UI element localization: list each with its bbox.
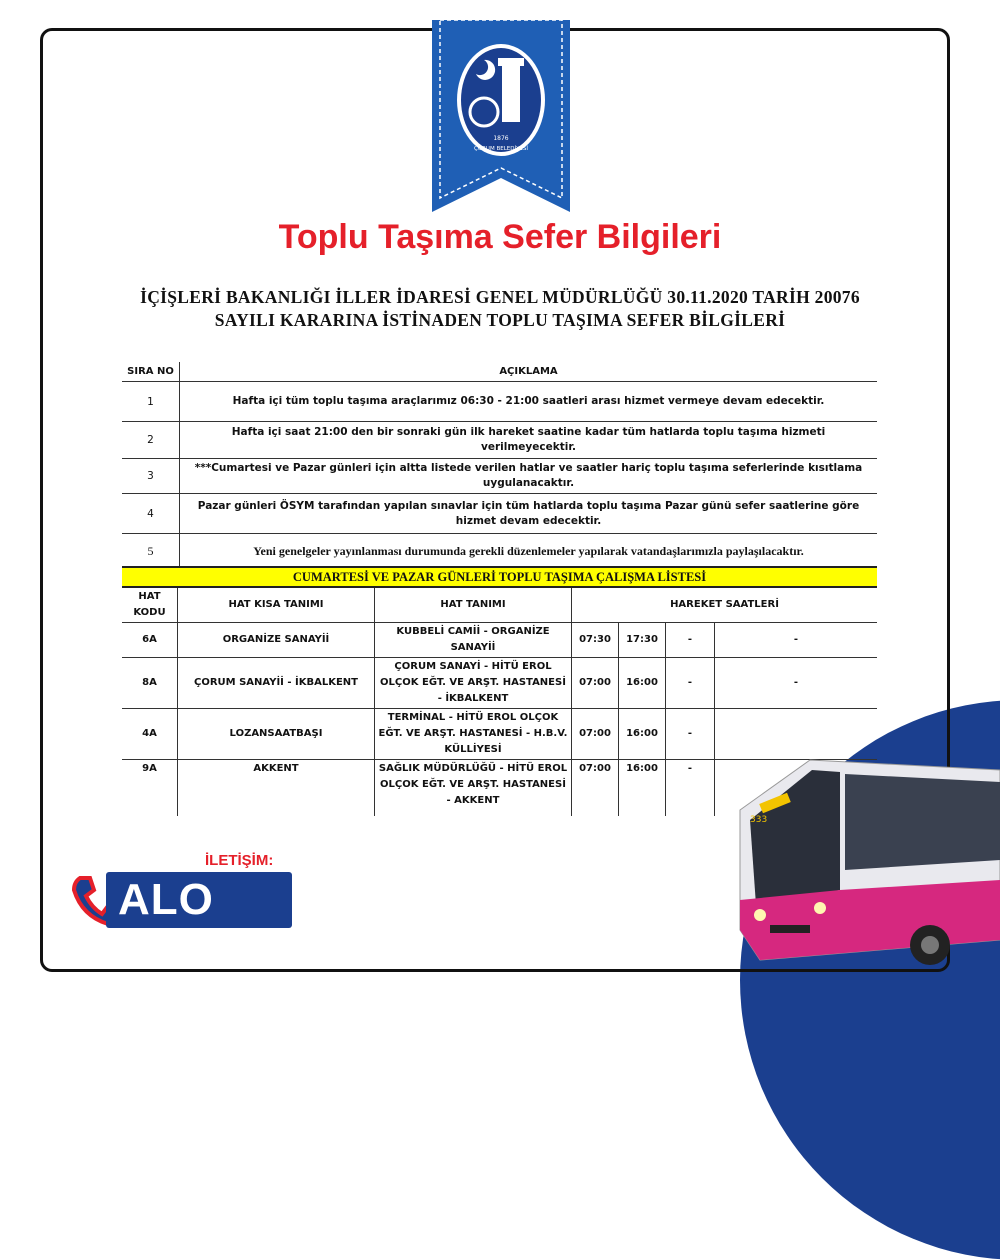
header-hat-kisa-tanimi: HAT KISA TANIMI bbox=[178, 588, 375, 623]
header-aciklama: AÇIKLAMA bbox=[180, 362, 878, 382]
route-code: 8A bbox=[122, 658, 178, 709]
header-hat-tanimi: HAT TANIMI bbox=[375, 588, 572, 623]
decree-subtitle: İÇİŞLERİ BAKANLIĞI İLLER İDARESİ GENEL MÜDÜRLÜĞÜ 30.11.2020 TARİH 20076 SAYILI KARARINA İSTİNADEN TOPLU TAŞIMA SEFER BİLGİLERİ bbox=[140, 287, 860, 330]
alo-153-hotline bbox=[66, 872, 292, 972]
route-short-name: ÇORUM SANAYİİ - İKBALKENT bbox=[178, 658, 375, 709]
route-row bbox=[122, 658, 877, 709]
weekend-list-title: CUMARTESİ VE PAZAR GÜNLERİ TOPLU TAŞIMA ÇALIŞMA LİSTESİ bbox=[122, 566, 877, 588]
routes-header bbox=[122, 588, 877, 623]
header-hareket-saatleri: HAREKET SAATLERİ bbox=[572, 588, 878, 623]
info-row bbox=[122, 382, 877, 422]
route-time: - bbox=[715, 623, 878, 658]
header-sira-no: SIRA NO bbox=[122, 362, 180, 382]
info-row-description: Pazar günleri ÖSYM tarafından yapılan sınavlar için tüm hatlarda toplu taşıma Pazar günü sefer saatlerine göre hizmet devam edecektir. bbox=[180, 494, 878, 534]
route-code: 9A bbox=[122, 760, 178, 816]
info-row-number: 4 bbox=[122, 494, 180, 534]
route-row bbox=[122, 623, 877, 658]
route-time: 16:00 bbox=[619, 658, 666, 709]
info-row-number: 5 bbox=[122, 534, 180, 570]
municipality-seal-ribbon bbox=[432, 20, 570, 212]
route-time: 07:00 bbox=[572, 658, 619, 709]
info-row-description: Yeni genelgeler yayınlanması durumunda gerekli düzenlemeler yapılarak vatandaşlarımızla paylaşılacaktır. bbox=[180, 534, 878, 570]
page-title: Toplu Taşıma Sefer Bilgileri bbox=[278, 218, 722, 256]
info-row-description: Hafta içi saat 21:00 den bir sonraki gün ilk hareket saatine kadar tüm hatlarda toplu taşıma hizmeti verilmeyecektir. bbox=[180, 422, 878, 459]
route-code: 6A bbox=[122, 623, 178, 658]
route-time: 07:30 bbox=[572, 623, 619, 658]
info-table bbox=[122, 362, 877, 570]
route-short-name: LOZANSAATBAŞI bbox=[178, 709, 375, 760]
info-row-number: 1 bbox=[122, 382, 180, 422]
info-row bbox=[122, 494, 877, 534]
contact-label: İLETİŞİM: bbox=[205, 852, 274, 869]
info-row bbox=[122, 422, 877, 459]
info-row-description: ***Cumartesi ve Pazar günleri için altta listede verilen hatlar ve saatler hariç toplu taşıma seferlerinde kısıtlama uygulanacaktır. bbox=[180, 459, 878, 494]
route-short-name: ORGANİZE SANAYİİ bbox=[178, 623, 375, 658]
route-full-name: ÇORUM SANAYİ - HİTÜ EROL OLÇOK EĞT. VE ARŞT. HASTANESİ - İKBALKENT bbox=[375, 658, 572, 709]
route-time: - bbox=[715, 658, 878, 709]
header-hat-kodu: HAT KODU bbox=[122, 588, 178, 623]
svg-text:1876: 1876 bbox=[493, 135, 509, 142]
route-time: 17:30 bbox=[619, 623, 666, 658]
info-row-description: Hafta içi tüm toplu taşıma araçlarımız 06:30 - 21:00 saatleri arası hizmet vermeye devam edecektir. bbox=[180, 382, 878, 422]
route-full-name: SAĞLIK MÜDÜRLÜĞÜ - HİTÜ EROL OLÇOK EĞT. VE ARŞT. HASTANESİ - AKKENT bbox=[375, 760, 572, 816]
info-row-number: 2 bbox=[122, 422, 180, 459]
bus-number: 333 bbox=[750, 815, 768, 825]
route-time: 16:00 bbox=[619, 709, 666, 760]
route-time: - bbox=[666, 760, 715, 816]
route-time: - bbox=[666, 623, 715, 658]
route-short-name: AKKENT bbox=[178, 760, 375, 816]
svg-text:ÇORUM BELEDİYESİ: ÇORUM BELEDİYESİ bbox=[473, 146, 529, 152]
route-code: 4A bbox=[122, 709, 178, 760]
info-row-number: 3 bbox=[122, 459, 180, 494]
route-time: 16:00 bbox=[619, 760, 666, 816]
route-time: 07:00 bbox=[572, 709, 619, 760]
info-table-header bbox=[122, 362, 877, 382]
info-row bbox=[122, 534, 877, 570]
info-row bbox=[122, 459, 877, 494]
route-time: - bbox=[666, 658, 715, 709]
route-time: - bbox=[666, 709, 715, 760]
route-time: 07:00 bbox=[572, 760, 619, 816]
route-full-name: KUBBELİ CAMİİ - ORGANİZE SANAYİİ bbox=[375, 623, 572, 658]
hotline-number: ALO 153 bbox=[118, 875, 214, 972]
bus-illustration bbox=[720, 740, 1000, 970]
route-full-name: TERMİNAL - HİTÜ EROL OLÇOK EĞT. VE ARŞT. HASTANESİ - H.B.V. KÜLLİYESİ bbox=[375, 709, 572, 760]
